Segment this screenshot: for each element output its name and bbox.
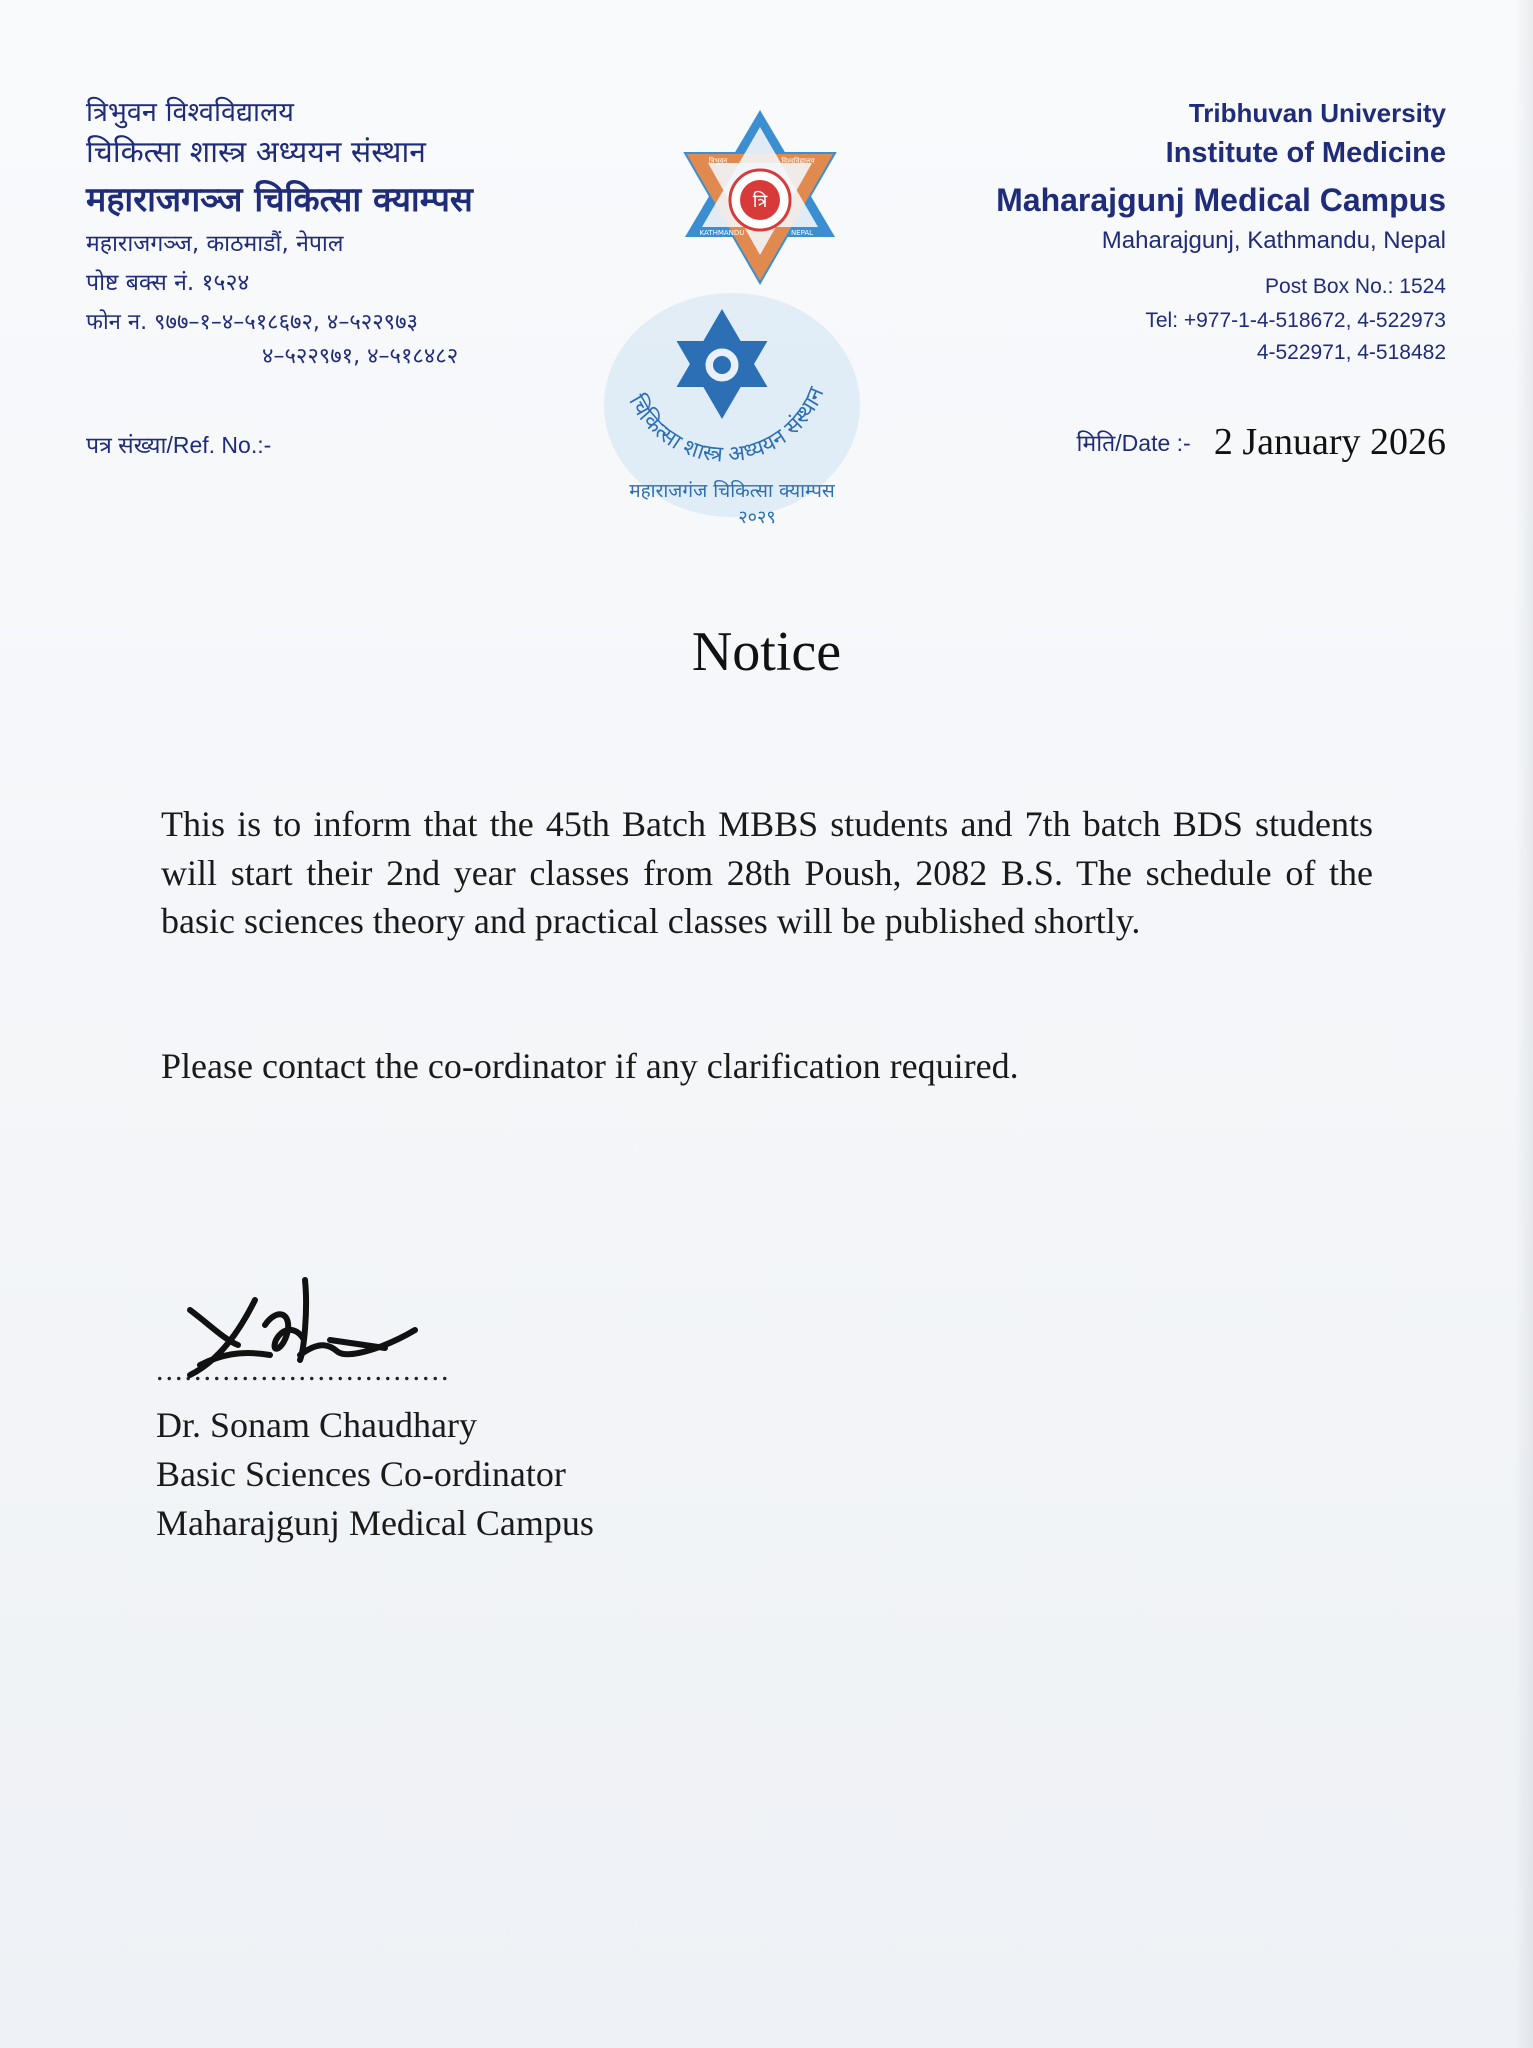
header-right-english [826, 98, 1446, 365]
logo-bottom-label-left: KATHMANDU [699, 229, 745, 237]
signature-dotted-line: ............................... [156, 1354, 451, 1387]
ref-number-label: पत्र संख्या/Ref. No.:- [86, 432, 272, 458]
np-campus-name: महाराजगञ्ज चिकित्सा क्याम्पस [86, 180, 473, 221]
np-phone-line-2: ४–५२२९७१, ४–५१८४८२ [262, 343, 459, 369]
stamp-lower-text: महाराजगंज चिकित्सा क्याम्पस [629, 480, 835, 502]
en-institute-name: Institute of Medicine [1165, 137, 1446, 169]
notice-paragraph-1: This is to inform that the 45th Batch MBBS students and 7th batch BDS students will start their 2nd year classes from 28th Poush, 2082 B.S. The schedule of the basic sciences theory and practical classes will be published shortly. [161, 804, 1373, 941]
date-label: मिति/Date :- [1076, 430, 1191, 456]
signatory-organization: Maharajgunj Medical Campus [156, 1503, 594, 1543]
logo-center-glyph: त्रि [752, 191, 768, 212]
stamp-year: २०२९ [738, 507, 776, 528]
en-tel-line-1: Tel: +977-1-4-518672, 4-522973 [1145, 309, 1446, 332]
university-logo-icon [680, 105, 840, 295]
logo-top-label-left: त्रिभुवन [708, 157, 728, 165]
signatory-title: Basic Sciences Co-ordinator [156, 1454, 566, 1494]
en-po-box: Post Box No.: 1524 [1265, 275, 1446, 298]
notice-title: Notice [691, 621, 842, 683]
date-line [1077, 420, 1446, 464]
np-po-box: पोष्ट बक्स नं. १५२४ [86, 269, 250, 296]
logo-top-label-right: विश्वविद्यालय [781, 157, 815, 165]
header-left-nepali [86, 96, 606, 370]
np-address: महाराजगञ्ज, काठमाडौं, नेपाल [86, 230, 344, 257]
logo-bottom-label-right: NEPAL [790, 229, 814, 237]
en-campus-name: Maharajgunj Medical Campus [996, 182, 1446, 218]
stamp-ring-text: चिकित्सा शास्त्र अध्ययन संस्थान [623, 383, 830, 468]
np-institute-name: चिकित्सा शास्त्र अध्ययन संस्थान [86, 134, 426, 170]
signatory-block [156, 1401, 594, 1548]
notice-paragraph-2: Please contact the co-ordinator if any clarification required. [161, 1046, 1019, 1086]
date-value: 2 January 2026 [1213, 421, 1446, 463]
np-phone-line-1: फोन न. ९७७–१–४–५१८६७२, ४–५२२९७३ [86, 310, 418, 336]
np-university-name: त्रिभुवन विश्वविद्यालय [86, 97, 294, 128]
en-address: Maharajgunj, Kathmandu, Nepal [1101, 227, 1446, 254]
en-tel-line-2: 4-522971, 4-518482 [1256, 341, 1446, 364]
campus-stamp-icon [592, 285, 872, 535]
signatory-name: Dr. Sonam Chaudhary [156, 1405, 477, 1445]
page-edge-shadow [1515, 0, 1533, 2048]
en-university-name: Tribhuvan University [1188, 98, 1446, 128]
